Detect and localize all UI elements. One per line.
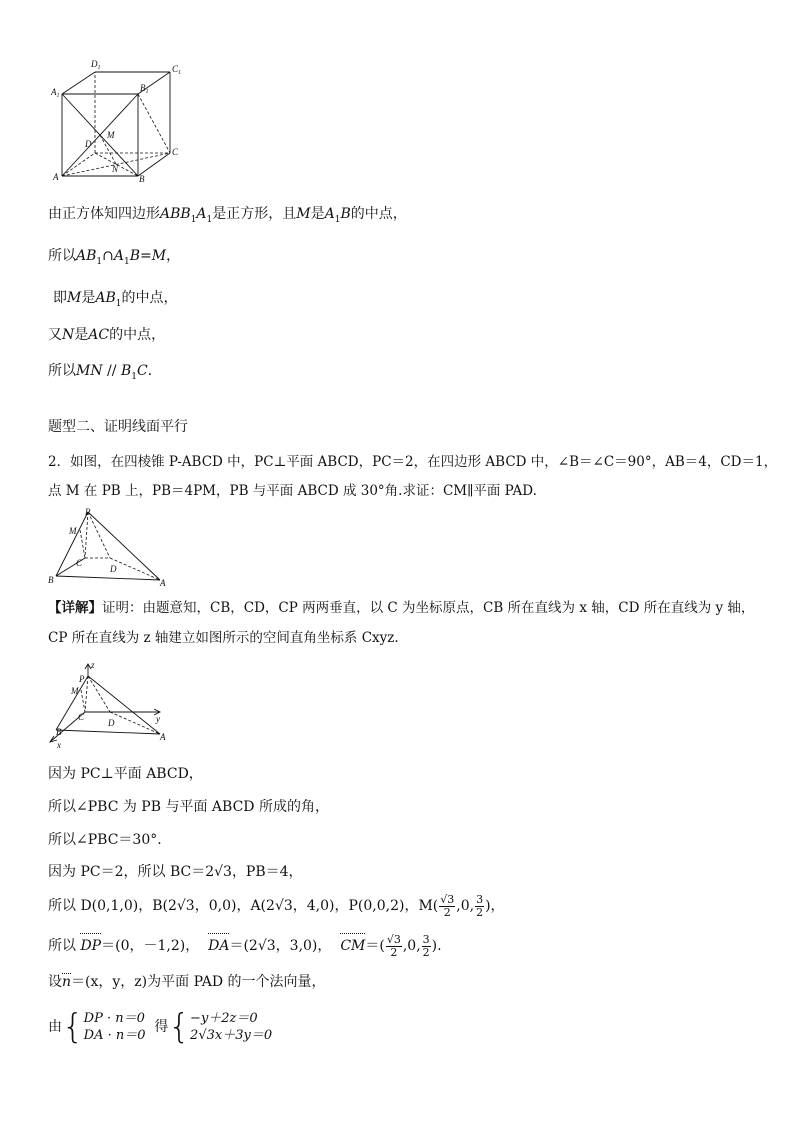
label-A: A	[53, 172, 59, 182]
label-D: D	[108, 718, 115, 728]
edge-PD	[88, 676, 110, 712]
step-8-system: 由{ DP · n＝0 DA · n＝0 得{ −y＋2z＝0 2√3x＋3y＝0	[48, 1007, 273, 1047]
section-heading: 题型二、证明线面平行	[48, 419, 188, 435]
edge-PC	[85, 676, 88, 712]
label-B: B	[56, 727, 62, 737]
system-left: DP · n＝0 DA · n＝0	[83, 1011, 146, 1043]
problem-line2: 点 M 在 PB 上，PB＝4PM，PB 与平面 ABCD 成 30°角.求证：CM∥平面 PAD.	[48, 483, 537, 499]
problem-line1: 2．如图，在四棱锥 P-ABCD 中，PC⊥平面 ABCD，PC＝2，在四边形 ABCD 中，∠B＝∠C＝90°，AB＝4，CD＝1，	[48, 454, 778, 470]
frac-3-over-2: $\frac{3}{2}$	[476, 892, 484, 919]
label-M: M	[71, 686, 79, 696]
label-C1: $C_1$	[172, 64, 182, 76]
label-M: M	[69, 526, 77, 536]
label-y: y	[156, 714, 160, 724]
frac-sqrt3-over-2: $\frac{√3}{2}$	[440, 892, 455, 919]
label-M: M	[107, 130, 115, 140]
label-z: z	[91, 660, 95, 670]
edge-MC	[81, 690, 85, 712]
label-C: C	[76, 558, 83, 568]
edge-DA	[110, 558, 160, 580]
label-N: N	[112, 164, 119, 174]
edge-PA	[88, 512, 160, 580]
label-A: A	[160, 732, 166, 742]
label-D: D	[85, 139, 92, 149]
step-3: 所以∠PBC＝30°.	[48, 832, 162, 848]
s1-line4: 又N是AC的中点，	[48, 327, 166, 343]
hidden-B1C	[138, 94, 170, 153]
label-A1: $A_1$	[51, 87, 60, 99]
edge-BA	[56, 730, 160, 734]
edge-BA	[56, 576, 160, 580]
label-B: B	[139, 174, 145, 183]
vector-n: n	[62, 974, 72, 990]
step-6-vectors: 所以 DP＝(0，－1,2)， DA＝(2√3，3,0)， CM＝( $\frac{√3}{2}$ ,0, $\frac{3}{2}$ ).	[48, 932, 442, 959]
step-5-coords: 所以 D(0,1,0)，B(2√3，0,0)，A(2√3，4,0)，P(0,0,2)，M( $\frac{√3}{2}$ ,0, $\frac{3}{2}$ )，	[48, 892, 505, 919]
step-2: 所以∠PBC 为 PB 与平面 ABCD 所成的角，	[48, 799, 329, 815]
detail-line2: CP 所在直线为 z 轴建立如图所示的空间直角坐标系 Cxyz.	[48, 630, 399, 646]
edge-DA	[110, 712, 160, 734]
frac-cm-2: $\frac{3}{2}$	[422, 932, 430, 959]
frac-cm-1: $\frac{√3}{2}$	[386, 932, 401, 959]
step-1: 因为 PC⊥平面 ABCD，	[48, 766, 203, 782]
label-x: x	[57, 740, 61, 750]
vector-DA: DA	[208, 932, 229, 960]
pyramid-figure	[48, 506, 178, 588]
s1-line2: 所以$AB_1\cap A_1B=M$，	[48, 248, 181, 267]
vector-DP: DP	[80, 932, 101, 960]
label-B: B	[48, 575, 54, 585]
label-A: A	[160, 578, 166, 588]
label-P: P	[85, 507, 91, 517]
s1-line3: 即M是$AB_1$的中点，	[53, 290, 178, 309]
s1-line1: 由正方体知四边形$ABB_1A_1$是正方形，且M是$A_1B$的中点，	[48, 206, 407, 225]
s1-line5: 所以MN // $B_1C$．	[48, 363, 162, 382]
step-7-normal: 设n＝(x，y，z)为平面 PAD 的一个法向量，	[48, 974, 326, 990]
vector-CM: CM	[340, 932, 365, 960]
edge-BC	[138, 153, 170, 176]
detail-line1: 【详解】证明：由题意知，CB，CD，CP 两两垂直，以 C 为坐标原点，CB 所在直线为 x 轴，CD 所在直线为 y 轴，	[48, 600, 755, 616]
cube-figure	[50, 58, 190, 183]
pyramid-axes-figure	[48, 660, 178, 750]
edge-A1D1	[62, 72, 95, 94]
edge-PC	[85, 512, 88, 558]
label-P: P	[79, 674, 85, 684]
label-D: D	[110, 564, 117, 574]
label-B1: $B_1$	[140, 83, 149, 95]
edge-PA	[88, 676, 160, 734]
edge-MC	[80, 530, 85, 558]
step-4: 因为 PC＝2，所以 BC＝2√3，PB＝4，	[48, 864, 303, 880]
label-D1: $D_1$	[91, 59, 101, 71]
system-right: −y＋2z＝0 2√3x＋3y＝0	[190, 1011, 273, 1043]
label-C: C	[172, 147, 179, 157]
edge-PD	[88, 512, 110, 558]
label-C: C	[78, 712, 85, 722]
